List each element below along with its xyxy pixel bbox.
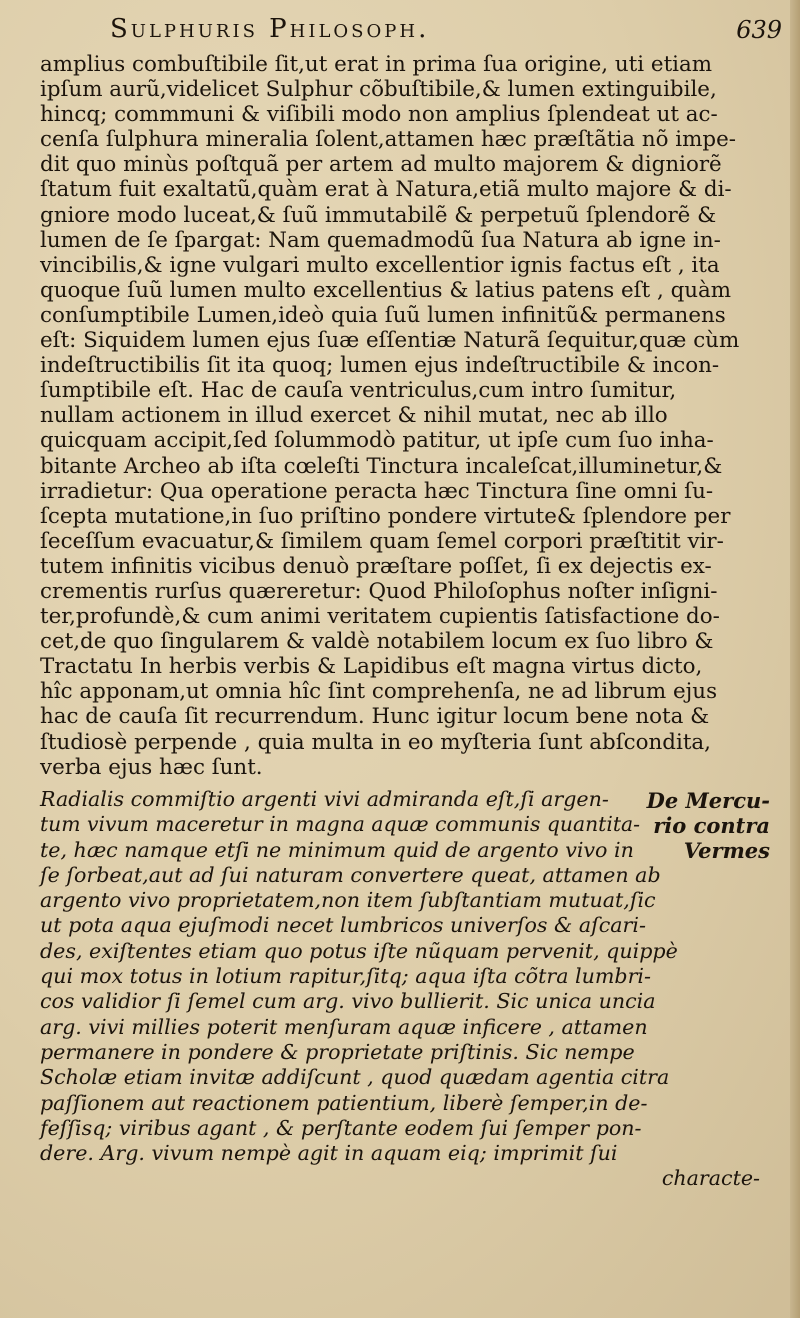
quote-line: paſſionem aut reactionem patientium, liberè ſemper,in de-	[40, 1090, 648, 1115]
text-line: irradietur: Qua operatione peracta hæc Tinctura ſine omni ſu-	[40, 478, 714, 504]
text-line: tutem infinitis vicibus denuò præſtare poſſet, ſi ex dejectis ex-	[40, 553, 712, 579]
text-line: ſtudiosè perpende , quia multa in eo myſteria ſunt abſcondita,	[40, 729, 711, 755]
text-line: ter,profundè,& cum animi veritatem cupientis ſatisfactione do-	[40, 604, 720, 630]
page-header	[70, 14, 790, 50]
text-line: nullam actionem in illud exercet & nihil mutat, nec ab illo	[40, 403, 668, 429]
text-line: quicquam accipit,ſed ſolummodò patitur, ut ipſe cum ſuo inha-	[40, 428, 714, 454]
text-line: quoque ſuũ lumen multo excellentius & latius patens eſt , quàm	[40, 277, 732, 303]
quote-line: permanere in pondere & proprietate priſtinis. Sic nempe	[40, 1039, 635, 1064]
text-line: Tractatu In herbis verbis & Lapidibus eſt magna virtus dicto,	[40, 654, 703, 680]
text-line: conſumptibile Lumen,ideò quia ſuũ lumen infinitũ& permanens	[40, 302, 726, 328]
text-line: lumen de ſe ſpargat: Nam quemadmodũ ſua Natura ab igne in-	[40, 227, 721, 253]
text-line: amplius combuſtibile ſit,ut erat in prima ſua origine, uti etiam	[40, 52, 713, 77]
quote-line: ut pota aqua ejuſmodi necet lumbricos univerſos & aſcari-	[40, 913, 646, 938]
text-line: indeſtructibilis ſit ita quoq; lumen ejus indeſtructibile & incon-	[40, 353, 720, 379]
quote-line: argento vivo proprietatem,non item ſubſtantiam mutuat,ſic	[40, 888, 656, 913]
text-line: verba ejus hæc ſunt.	[40, 754, 263, 780]
quote-line: ſe ſorbeat,aut ad ſui naturam convertere queat, attamen ab	[40, 862, 661, 887]
text-line: cet,de quo ſingularem & valdè notabilem locum ex ſuo libro &	[40, 629, 714, 655]
quote-line: feſſisq; viribus agant , & perſtante eodem ſui ſemper pon-	[40, 1115, 642, 1140]
quote-line: qui mox totus in lotium rapitur,ſitq; aqua iſta cõtra lumbri-	[40, 964, 651, 989]
text-line: hincq; commmuni & viſibili modo non amplius ſplendeat ut ac-	[40, 102, 718, 128]
text-line: ipſum aurũ,videlicet Sulphur cõbuſtibile,& lumen extinguibile,	[40, 77, 717, 103]
quote-line: cos validior ſi ſemel cum arg. vivo bullierit. Sic unica uncia	[40, 989, 656, 1014]
page-number: 639	[736, 16, 782, 44]
marginal-note	[640, 788, 770, 863]
text-line: hac de cauſa ſit recurrendum. Hunc igitur locum bene nota &	[40, 704, 710, 730]
text-line: ſeceſſum evacuatur,& ſimilem quam ſemel corpori præſtitit vir-	[40, 528, 724, 554]
quote-line: tum vivum maceretur in magna aquæ communis quantita-	[40, 812, 640, 837]
text-line: cenſa ſulphura mineralia ſolent,attamen hæc præſtãtia nõ impe-	[40, 127, 736, 153]
marginal-note-line: De Mercu-	[646, 788, 770, 813]
text-line: vincibilis,& igne vulgari multo excellentior ignis factus eſt , ita	[40, 252, 720, 278]
quote-line: Scholæ etiam invitæ addiſcunt , quod quædam agentia citra	[40, 1065, 670, 1090]
text-line: bitante Archeo ab iſta cœleſti Tinctura incaleſcat,illuminetur,&	[40, 453, 723, 479]
quote-line: arg. vivi millies poterit menſuram aquæ inficere , attamen	[40, 1014, 648, 1039]
quote-line: des, exiſtentes etiam quo potus iſte nũquam pervenit, quippè	[40, 938, 678, 963]
text-line: ſumptibile eſt. Hac de cauſa ventriculus,cum intro ſumitur,	[40, 378, 677, 404]
quote-line: Radialis commiſtio argenti vivi admiranda eſt,ſi argen-	[40, 787, 609, 811]
page-edge	[790, 0, 800, 1318]
running-head: Sulphuris Philosoph.	[110, 14, 430, 44]
text-line: eſt: Siquidem lumen ejus ſuæ eſſentiæ Naturã ſequitur,quæ cùm	[40, 328, 740, 354]
quote-line: characte-	[661, 1166, 760, 1191]
text-line: gniore modo luceat,& ſuũ immutabilẽ & perpetuũ ſplendorẽ &	[40, 202, 717, 228]
quote-line: te, hæc namque etſi ne minimum quid de argento vivo in	[40, 837, 634, 862]
marginal-note-line: Vermes	[683, 838, 770, 863]
body-text	[40, 52, 760, 780]
text-line: crementis rurſus quæreretur: Quod Philoſophus noſter inſigni-	[40, 578, 718, 604]
text-line: ſtatum fuit exaltatũ,quàm erat à Natura,etiã multo majore & di-	[40, 177, 732, 203]
text-line: hîc apponam,ut omnia hîc ſint comprehenſa, ne ad librum ejus	[40, 679, 718, 705]
marginal-note-line: rio contra	[653, 813, 770, 838]
quote-line: dere. Arg. vivum nempè agit in aquam eiq; imprimit ſui	[40, 1141, 618, 1166]
text-line: ſcepta mutatione,in ſuo priſtino pondere virtute& ſplendore per	[40, 503, 731, 529]
text-line: dit quo minùs poſtquã per artem ad multo majorem & digniorẽ	[40, 152, 722, 178]
